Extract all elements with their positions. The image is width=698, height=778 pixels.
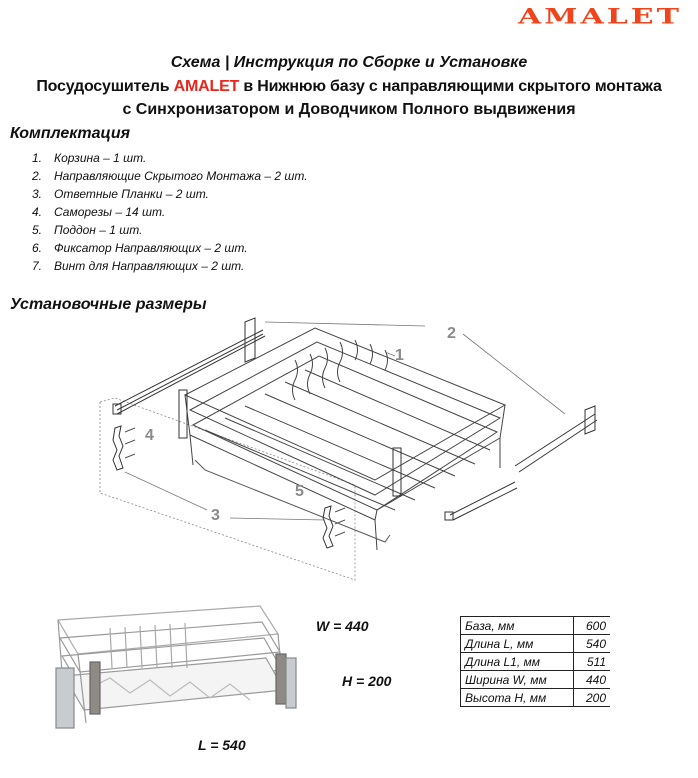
product-title-line1: [0, 78, 698, 96]
product-title-brand: AMALET: [173, 78, 240, 95]
front-bracket-right: [276, 654, 286, 704]
length-dimension: L = 540: [198, 737, 246, 753]
spec-table: [460, 616, 610, 707]
product-photo: [50, 598, 320, 738]
width-dimension: W = 440: [316, 618, 369, 634]
kit-item-number: 3.: [32, 187, 43, 201]
front-bracket-left: [90, 662, 100, 714]
callout-2: 2: [447, 325, 456, 342]
spec-row: [461, 689, 611, 707]
spec-value: 511: [574, 653, 611, 671]
callout-3: 3: [211, 507, 220, 524]
kit-item-text: Винт для Направляющих – 2 шт.: [54, 259, 245, 273]
product-title-line2: с Синхронизатором и Доводчиком Полного выдвижения: [122, 101, 576, 118]
kit-item-number: 6.: [32, 241, 43, 255]
spec-value: 200: [574, 689, 611, 707]
spec-row: [461, 635, 611, 653]
spec-row: [461, 653, 611, 671]
kit-item-number: 1.: [32, 151, 43, 165]
spec-value: 540: [574, 635, 611, 653]
kit-item-number: 4.: [32, 205, 43, 219]
mounting-plate-right: [323, 506, 333, 548]
callout-4: 4: [145, 427, 154, 444]
kit-item-number: 5.: [32, 223, 43, 237]
kit-item: [32, 221, 308, 239]
assembly-diagram: [95, 310, 615, 590]
spec-value: 600: [574, 617, 611, 635]
kit-item-text: Ответные Планки – 2 шт.: [54, 187, 209, 201]
kit-item-text: Направляющие Скрытого Монтажа – 2 шт.: [54, 169, 308, 183]
kit-heading: Комплектация: [10, 125, 131, 142]
right-runner-rail: [445, 406, 597, 520]
spec-row: [461, 617, 611, 635]
kit-item: [32, 149, 308, 167]
kit-item: [32, 239, 308, 257]
document-title: Схема | Инструкция по Сборке и Установке: [170, 54, 528, 71]
spec-label: Длина L, мм: [461, 635, 574, 653]
mounting-plate-left: [113, 426, 123, 470]
spec-label: Высота H, мм: [461, 689, 574, 707]
spec-label: База, мм: [461, 617, 574, 635]
drip-tray: [195, 460, 390, 542]
callout-5: 5: [295, 483, 304, 500]
product-title-prefix: Посудосушитель: [36, 78, 174, 95]
product-title-suffix: в Нижнюю базу с направляющими скрытого монтажа: [239, 78, 662, 95]
kit-item: [32, 203, 308, 221]
kit-list: [32, 149, 308, 275]
kit-item-text: Фиксатор Направляющих – 2 шт.: [54, 241, 248, 255]
left-basket-bracket: [179, 390, 187, 438]
kit-item-text: Корзина – 1 шт.: [54, 151, 147, 165]
spec-row: [461, 671, 611, 689]
spec-value: 440: [574, 671, 611, 689]
spec-label: Ширина W, мм: [461, 671, 574, 689]
runner-right: [286, 658, 296, 708]
kit-item-number: 2.: [32, 169, 43, 183]
wire-basket: [185, 328, 505, 550]
runner-left: [56, 668, 74, 728]
kit-item: [32, 167, 308, 185]
kit-item-text: Саморезы – 14 шт.: [54, 205, 166, 219]
spec-label: Длина L1, мм: [461, 653, 574, 671]
kit-item-text: Поддон – 1 шт.: [54, 223, 143, 237]
brand-logo: AMALET: [517, 4, 682, 30]
install-heading: Установочные размеры: [10, 296, 207, 313]
height-dimension: H = 200: [342, 673, 392, 689]
kit-item: [32, 185, 308, 203]
kit-item: [32, 257, 308, 275]
kit-item-number: 7.: [32, 259, 43, 273]
cabinet-outline: [100, 398, 355, 580]
callout-1: 1: [395, 347, 404, 364]
